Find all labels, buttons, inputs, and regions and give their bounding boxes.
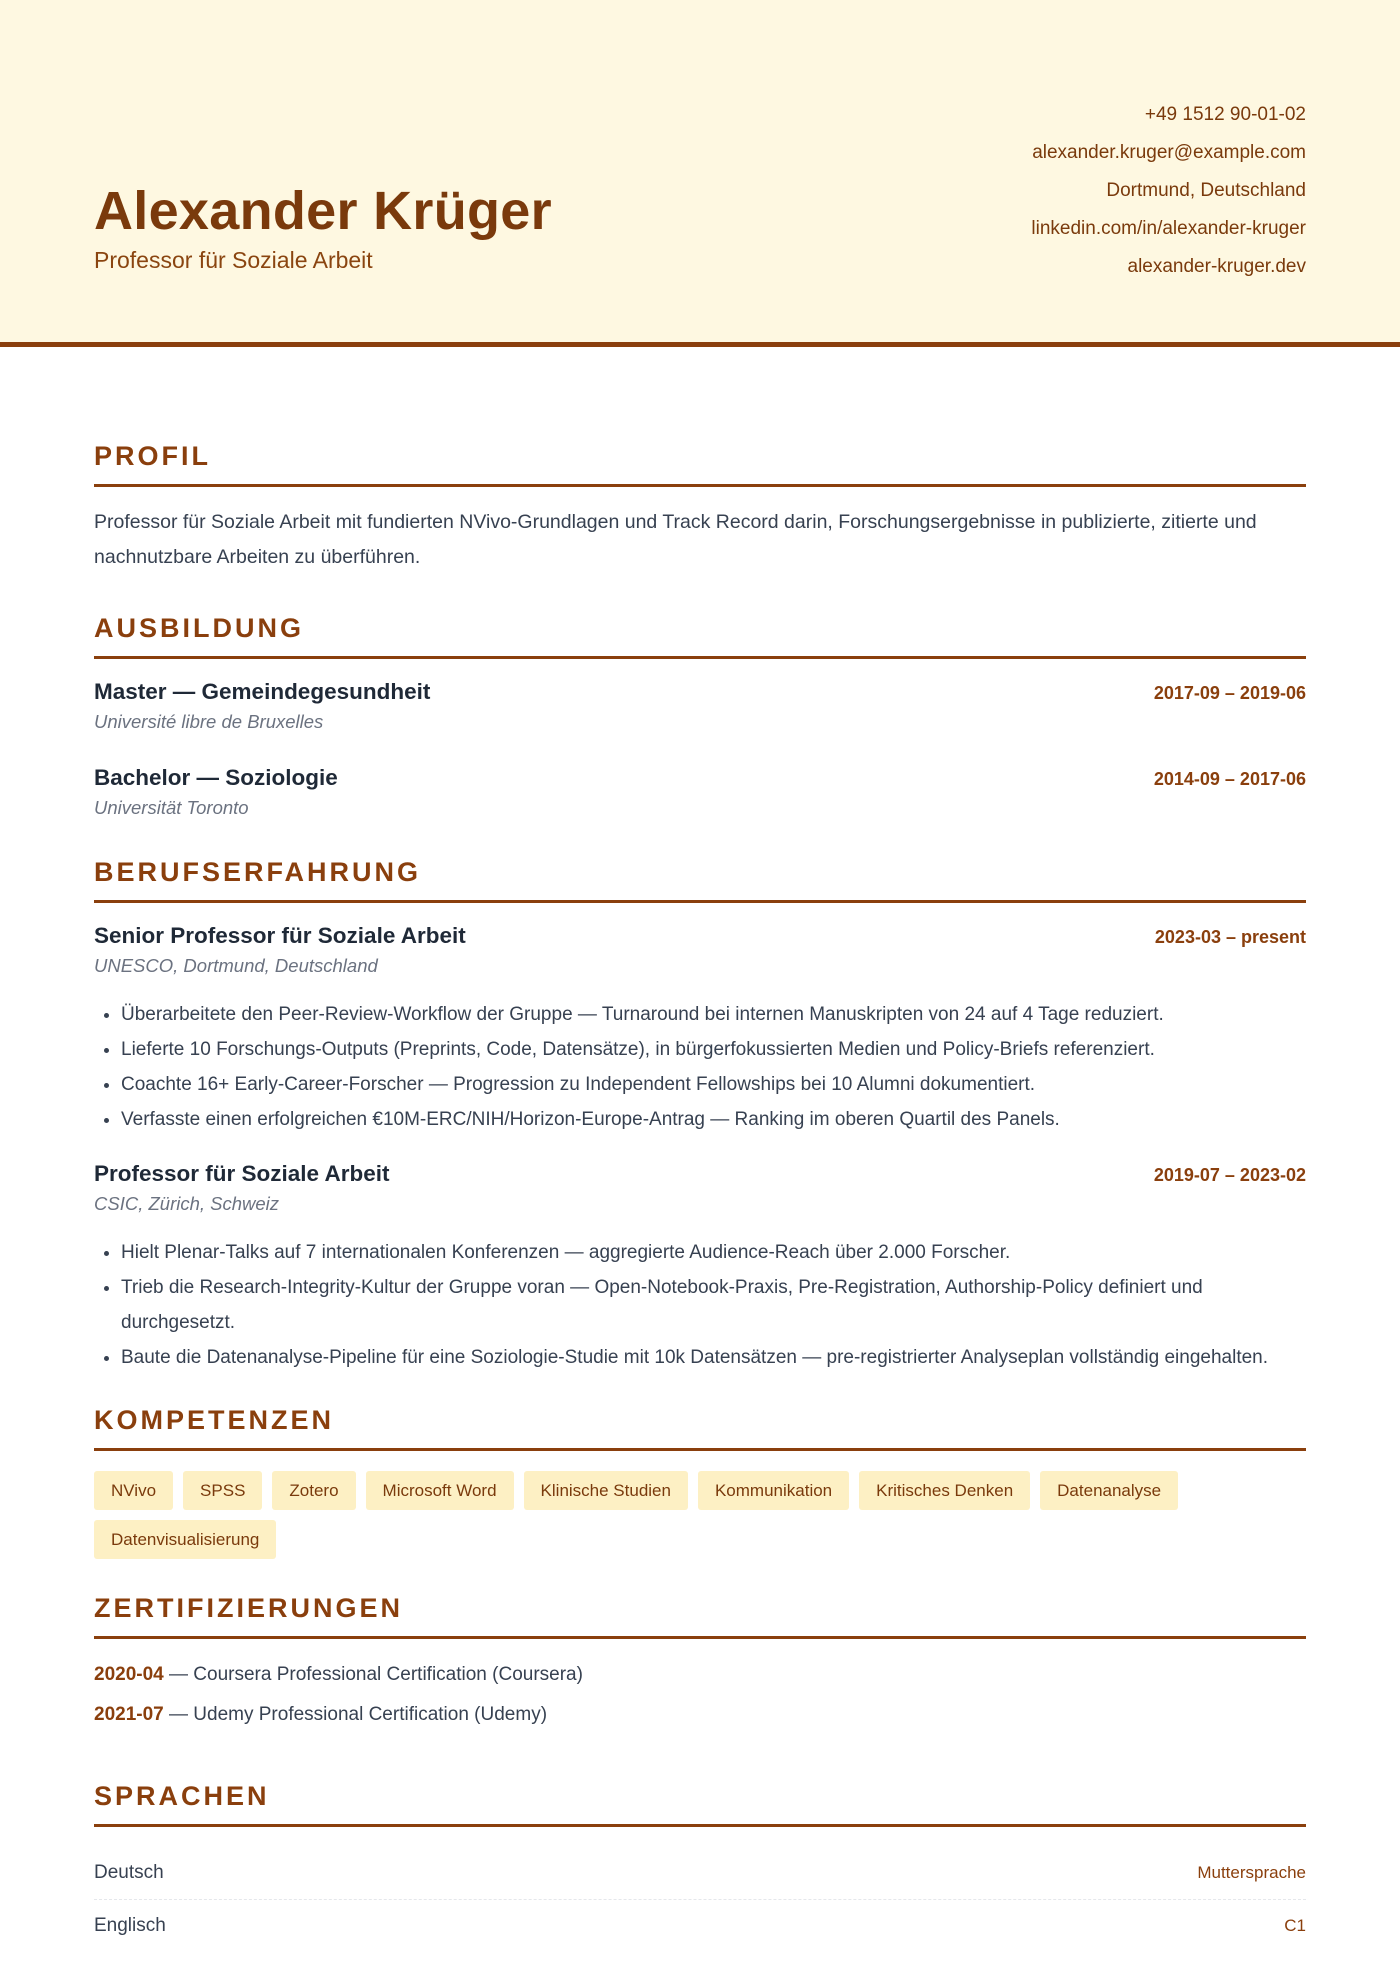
job-title: Senior Professor für Soziale Arbeit (94, 923, 466, 948)
education-degree: Master — Gemeindegesundheit (94, 679, 431, 704)
education-dates: 2014-09 – 2017-06 (1153, 769, 1306, 789)
contact-phone[interactable]: +49 1512 90-01-02 (1144, 104, 1306, 125)
candidate-title: Professor für Soziale Arbeit (94, 247, 373, 273)
education-entry (94, 765, 1306, 819)
experience-heading: BERUFSERFAHRUNG (94, 857, 1306, 903)
job-entry (94, 1161, 1306, 1375)
job-bullets (94, 1235, 1306, 1375)
job-bullet: • Verfasste einen erfolgreichen €10M-ERC/NIH/Horizon-Europe-Antrag — Ranking im oberen Quartil des Panels. (121, 1102, 1306, 1137)
language-name: Deutsch (94, 1862, 164, 1883)
education-dates: 2017-09 – 2019-06 (1153, 683, 1306, 703)
skill-tag: Kritisches Denken (859, 1471, 1030, 1510)
job-bullet: • Lieferte 10 Forschungs-Outputs (Preprints, Code, Datensätze), in bürgerfokussierten Medien und Policy-Briefs referenziert. (121, 1032, 1306, 1067)
education-school: Universität Toronto (94, 797, 249, 818)
skill-tag: Datenvisualisierung (94, 1520, 276, 1559)
languages-section (94, 1781, 1306, 1952)
job-organization: CSIC, Zürich, Schweiz (94, 1193, 280, 1214)
contact-list (1031, 96, 1306, 286)
education-degree: Bachelor — Soziologie (94, 765, 338, 790)
language-level: C1 (1284, 1916, 1306, 1935)
job-dates: 2019-07 – 2023-02 (1153, 1165, 1306, 1185)
language-name: Englisch (94, 1915, 166, 1936)
profile-heading: PROFIL (94, 441, 1306, 487)
skill-tag: Microsoft Word (366, 1471, 514, 1510)
skill-tag: NVivo (94, 1471, 173, 1510)
certification-item (94, 1655, 1306, 1695)
contact-location: Dortmund, Deutschland (1106, 180, 1306, 201)
certification-item (94, 1695, 1306, 1735)
job-bullet: • Coachte 16+ Early-Career-Forscher — Progression zu Independent Fellowships bei 10 Alumni dokumentiert. (121, 1067, 1306, 1102)
job-bullets (94, 997, 1306, 1137)
certification-text: — Coursera Professional Certification (Coursera) (163, 1664, 583, 1685)
language-level: Muttersprache (1197, 1863, 1306, 1882)
job-dates: 2023-03 – present (1154, 927, 1306, 947)
education-school: Université libre de Bruxelles (94, 711, 324, 732)
job-bullet: • Überarbeitete den Peer-Review-Workflow der Gruppe — Turnaround bei internen Manuskripten von 24 auf 4 Tage reduziert. (121, 997, 1306, 1032)
skill-tag: Zotero (272, 1471, 355, 1510)
resume-body (0, 347, 1400, 1952)
skills-section (94, 1405, 1306, 1559)
certification-date: 2020-04 (94, 1664, 164, 1685)
education-entry (94, 679, 1306, 733)
job-bullet: • Trieb die Research-Integrity-Kultur der Gruppe voran — Open-Notebook-Praxis, Pre-Registration, Authorship-Policy definiert und durchgesetzt. (121, 1270, 1306, 1340)
skills-heading: KOMPETENZEN (94, 1405, 1306, 1451)
education-heading: AUSBILDUNG (94, 613, 1306, 659)
candidate-name: Alexander Krüger (94, 181, 552, 241)
contact-website[interactable]: alexander-kruger.dev (1127, 256, 1306, 277)
resume-header (0, 0, 1400, 347)
education-section (94, 613, 1306, 819)
contact-linkedin[interactable]: linkedin.com/in/alexander-kruger (1031, 218, 1306, 239)
skills-list (94, 1471, 1306, 1559)
skill-tag: Klinische Studien (524, 1471, 688, 1510)
language-row (94, 1900, 1306, 1952)
experience-section (94, 857, 1306, 1375)
job-bullet: • Hielt Plenar-Talks auf 7 internationalen Konferenzen — aggregierte Audience-Reach über 2.000 Forscher. (121, 1235, 1306, 1270)
job-organization: UNESCO, Dortmund, Deutschland (94, 955, 378, 976)
skill-tag: Datenanalyse (1040, 1471, 1178, 1510)
job-title: Professor für Soziale Arbeit (94, 1161, 390, 1186)
contact-email[interactable]: alexander.kruger@example.com (1032, 142, 1306, 163)
skill-tag: SPSS (183, 1471, 262, 1510)
skill-tag: Kommunikation (698, 1471, 849, 1510)
language-row (94, 1847, 1306, 1900)
certification-text: — Udemy Professional Certification (Udemy) (163, 1704, 548, 1725)
certification-date: 2021-07 (94, 1704, 164, 1725)
languages-heading: SPRACHEN (94, 1781, 1306, 1827)
profile-text: Professor für Soziale Arbeit mit fundierten NVivo-Grundlagen und Track Record darin, Forschungsergebnisse in publizierte, zitierte und nachnutzbare Arbeiten zu überführen. (94, 511, 1257, 568)
certifications-section (94, 1593, 1306, 1735)
profile-section (94, 347, 1306, 575)
certifications-heading: ZERTIFIZIERUNGEN (94, 1593, 1306, 1639)
job-bullet: • Baute die Datenanalyse-Pipeline für eine Soziologie-Studie mit 10k Datensätzen — pre-registrierter Analyseplan vollständig eingehalten. (121, 1340, 1306, 1375)
job-entry (94, 923, 1306, 1137)
